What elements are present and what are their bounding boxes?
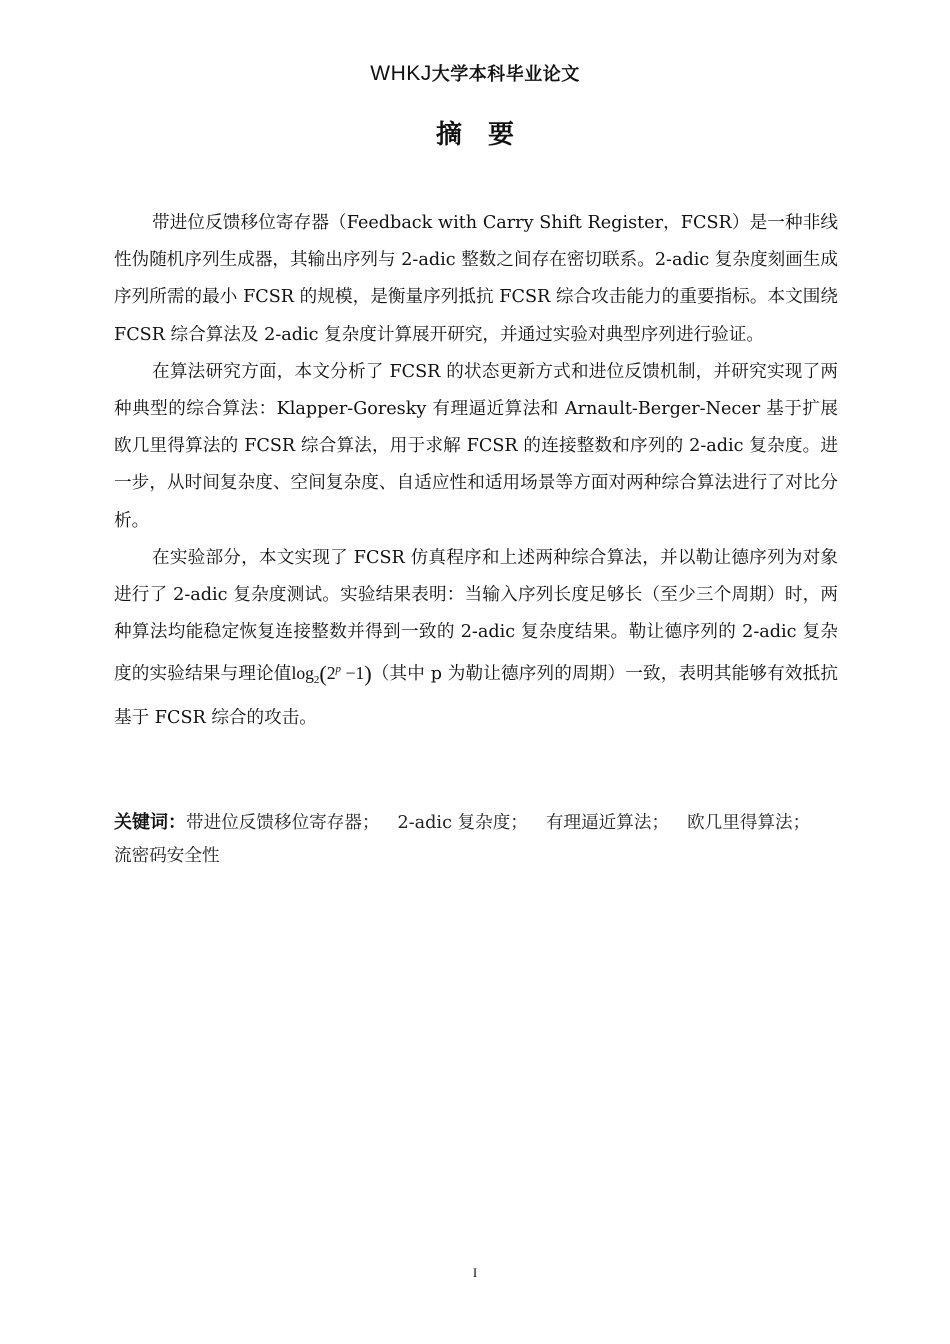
abstract-paragraph-2: 在算法研究方面，本文分析了 FCSR 的状态更新方式和进位反馈机制，并研究实现了两种典型的综合算法：Klapper-Goresky 有理逼近算法和 Arnault-Berger-Necer 基于扩展欧几里得算法的 FCSR 综合算法，用于求解 FCSR 的连接整数和序列的 2-adic 复杂度。进一步，从时间复杂度、空间复杂度、自适应性和适用场景等方面对两种综合算法进行了对比分析。 [114,361,838,531]
abstract-heading: 摘要 [435,120,540,150]
theoretical-value-formula: $\log_2(2^p -1)$ [291,661,372,687]
running-header [0,60,950,86]
page-number: I [472,1265,478,1280]
paragraph-3-text-before: 在实验部分，本文实现了 FCSR 仿真程序和上述两种综合算法，并以勒让德序列为对象进行了 2-adic 复杂度测试。实验结果表明：当输入序列长度足够长（至少三个周期）时，两种算法均能稳定恢复连接整数并得到一致的 2-adic 复杂度结果。勒让德序列的 2-adic 复杂度的实验结果与理论值 [114,547,838,685]
keyword-item: 有理逼近算法； [545,813,670,833]
paragraph-3-text-after: （其中 p 为勒让德序列的周期）一致，表明其能够有效抵抗基于 FCSR 综合的攻击。 [114,664,838,728]
keyword-item: 欧几里得算法； [687,813,811,833]
keywords-section [114,806,838,873]
keyword-item: 带进位反馈移位寄存器； [186,813,380,833]
abstract-body [114,205,838,737]
header-university-code: WHKJ [370,62,432,85]
keywords-label: 关键词： [114,812,186,833]
header-thesis-type: 大学本科毕业论文 [431,64,580,85]
keyword-item: 流密码安全性 [114,846,220,866]
abstract-paragraph-1: 带进位反馈移位寄存器（Feedback with Carry Shift Register，FCSR）是一种非线性伪随机序列生成器，其输出序列与 2-adic 整数之间存在密切联系。2-adic 复杂度刻画生成序列所需的最小 FCSR 的规模，是衡量序列抵抗 FCSR 综合攻击能力的重要指标。本文围绕 FCSR 综合算法及 2-adic 复杂度计算展开研究，并通过实验对典型序列进行验证。 [114,213,838,345]
keyword-item: 2-adic 复杂度； [397,813,528,833]
abstract-paragraph-3 [114,540,838,737]
